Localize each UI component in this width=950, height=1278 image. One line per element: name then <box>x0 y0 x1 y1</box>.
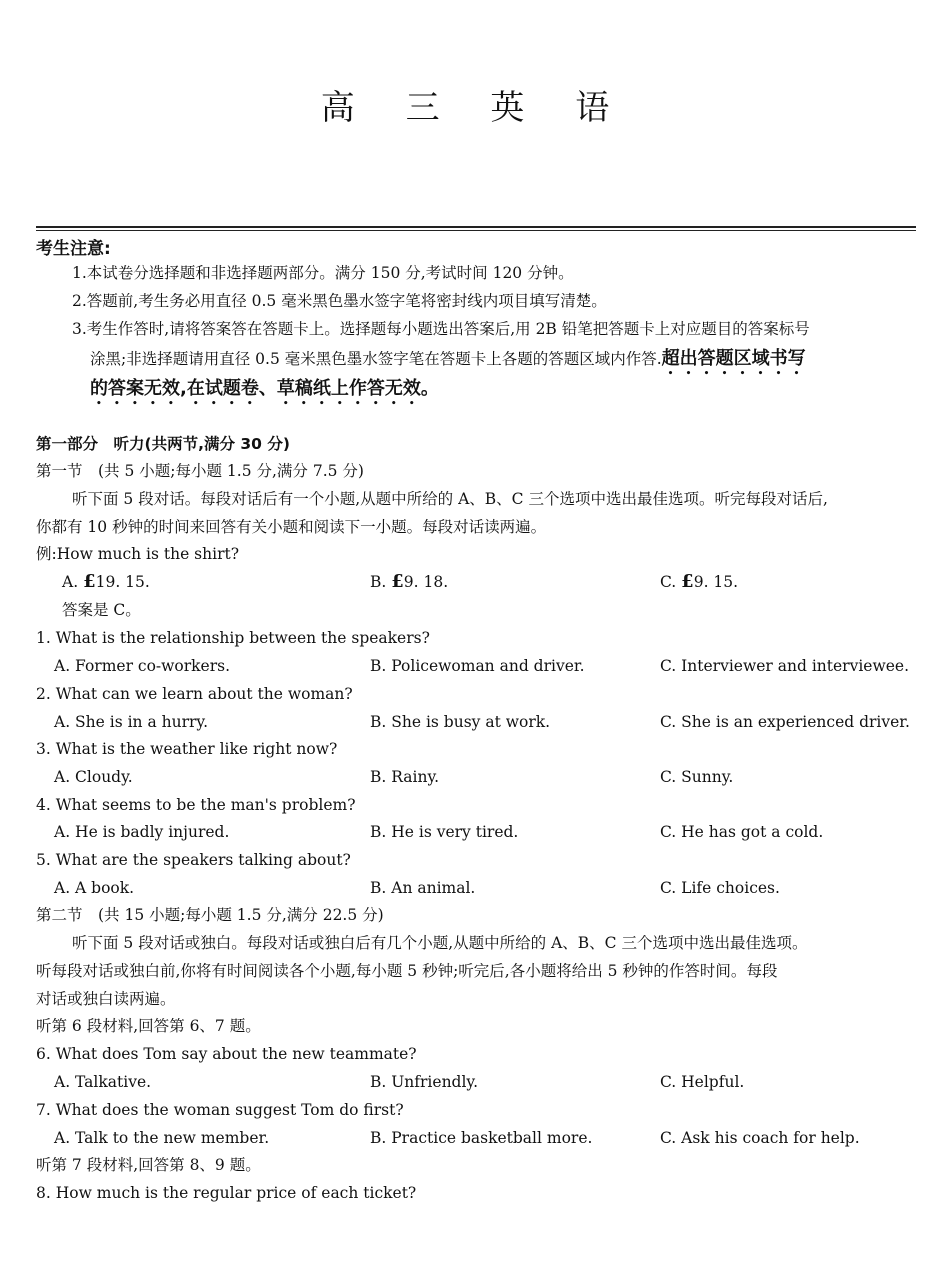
q6-option-b: B. Unfriendly. <box>370 1073 479 1091</box>
example-answer: 答案是 C。 <box>62 601 141 619</box>
q3-option-b: B. Rainy. <box>370 768 440 786</box>
notice-item-3-line-3 <box>90 378 950 409</box>
question-8: 8. How much is the regular price of each ticket? <box>36 1184 417 1202</box>
section2-instruction-line-1: 听下面 5 段对话或独白。每段对话或独白后有几个小题,从题中所给的 A、B、C 三个选项中选出最佳选项。 <box>72 934 808 952</box>
q1-option-a: A. Former co-workers. <box>54 657 231 675</box>
question-6: 6. What does Tom say about the new teammate? <box>36 1045 417 1063</box>
question-7: 7. What does the woman suggest Tom do first? <box>36 1101 404 1119</box>
q4-option-a: A. He is badly injured. <box>54 823 230 841</box>
q2-option-c: C. She is an experienced driver. <box>660 713 910 731</box>
q7-option-c: C. Ask his coach for help. <box>660 1129 860 1147</box>
pound-sign: £ <box>83 571 96 592</box>
q4-option-b: B. He is very tired. <box>370 823 519 841</box>
example-option-b-letter: B. <box>370 573 392 591</box>
q7-option-a: A. Talk to the new member. <box>54 1129 270 1147</box>
q2-option-b: B. She is busy at work. <box>370 713 551 731</box>
q5-option-c: C. Life choices. <box>660 879 780 897</box>
notice-item-2: 2.答题前,考生务必用直径 0.5 毫米黑色墨水签字笔将密封线内项目填写清楚。 <box>72 292 607 310</box>
header-rule-thin <box>36 230 916 231</box>
example-option-c-letter: C. <box>660 573 682 591</box>
section1-instruction-line-1: 听下面 5 段对话。每段对话后有一个小题,从题中所给的 A、B、C 三个选项中选出最佳选项。听完每段对话后, <box>72 490 828 508</box>
part1-heading: 第一部分 听力(共两节,满分 30 分) <box>36 435 290 453</box>
q6-option-a: A. Talkative. <box>54 1073 152 1091</box>
notice-item-3-line-2 <box>90 348 950 379</box>
question-3: 3. What is the weather like right now? <box>36 740 338 758</box>
example-option-b-value: 9. 18. <box>403 573 449 591</box>
q5-option-a: A. A book. <box>54 879 135 897</box>
q5-option-b: B. An animal. <box>370 879 476 897</box>
q3-option-c: C. Sunny. <box>660 768 734 786</box>
example-option-c <box>660 571 738 593</box>
example-option-c-value: 9. 15. <box>693 573 739 591</box>
question-1: 1. What is the relationship between the speakers? <box>36 629 430 647</box>
question-4: 4. What seems to be the man's problem? <box>36 796 356 814</box>
header-rule-thick <box>36 226 916 228</box>
notice-item-3-line-1: 3.考生作答时,请将答案答在答题卡上。选择题每小题选出答案后,用 2B 铅笔把答题卡上对应题目的答案标号 <box>72 320 810 338</box>
q1-option-b: B. Policewoman and driver. <box>370 657 585 675</box>
question-2: 2. What can we learn about the woman? <box>36 685 353 703</box>
q3-option-a: A. Cloudy. <box>54 768 133 786</box>
q6-option-c: C. Helpful. <box>660 1073 745 1091</box>
q7-option-b: B. Practice basketball more. <box>370 1129 593 1147</box>
example-option-b <box>370 571 448 593</box>
material-6-heading: 听第 6 段材料,回答第 6、7 题。 <box>36 1017 261 1035</box>
example-option-a-value: 19. 15. <box>95 573 150 591</box>
example-option-a-letter: A. <box>62 573 84 591</box>
pound-sign: £ <box>681 571 694 592</box>
q1-option-c: C. Interviewer and interviewee. <box>660 657 909 675</box>
q4-option-c: C. He has got a cold. <box>660 823 824 841</box>
section1-heading: 第一节 (共 5 小题;每小题 1.5 分,满分 7.5 分) <box>36 462 364 480</box>
notice-item-3-plain: 涂黑;非选择题请用直径 0.5 毫米黑色墨水签字笔在答题卡上各题的答题区域内作答. <box>90 350 662 368</box>
example-question: 例:How much is the shirt? <box>36 545 240 563</box>
section2-instruction-line-3: 对话或独白读两遍。 <box>36 990 176 1008</box>
page-title: 高 三 英 语 <box>320 88 630 128</box>
notice-emphasis-2: 的答案无效,在试题卷、草稿纸上作答无效。 <box>90 378 439 399</box>
notice-heading: 考生注意: <box>36 239 111 259</box>
q2-option-a: A. She is in a hurry. <box>54 713 209 731</box>
section1-instruction-line-2: 你都有 10 秒钟的时间来回答有关小题和阅读下一小题。每段对话读两遍。 <box>36 518 547 536</box>
section2-heading: 第二节 (共 15 小题;每小题 1.5 分,满分 22.5 分) <box>36 906 384 924</box>
material-7-heading: 听第 7 段材料,回答第 8、9 题。 <box>36 1156 261 1174</box>
question-5: 5. What are the speakers talking about? <box>36 851 351 869</box>
section2-instruction-line-2: 听每段对话或独白前,你将有时间阅读各个小题,每小题 5 秒钟;听完后,各小题将给出 5 秒钟的作答时间。每段 <box>36 962 778 980</box>
notice-emphasis-1: 超出答题区域书写 <box>661 348 806 369</box>
notice-item-1: 1.本试卷分选择题和非选择题两部分。满分 150 分,考试时间 120 分钟。 <box>72 264 574 282</box>
pound-sign: £ <box>391 571 404 592</box>
example-option-a <box>62 571 150 593</box>
